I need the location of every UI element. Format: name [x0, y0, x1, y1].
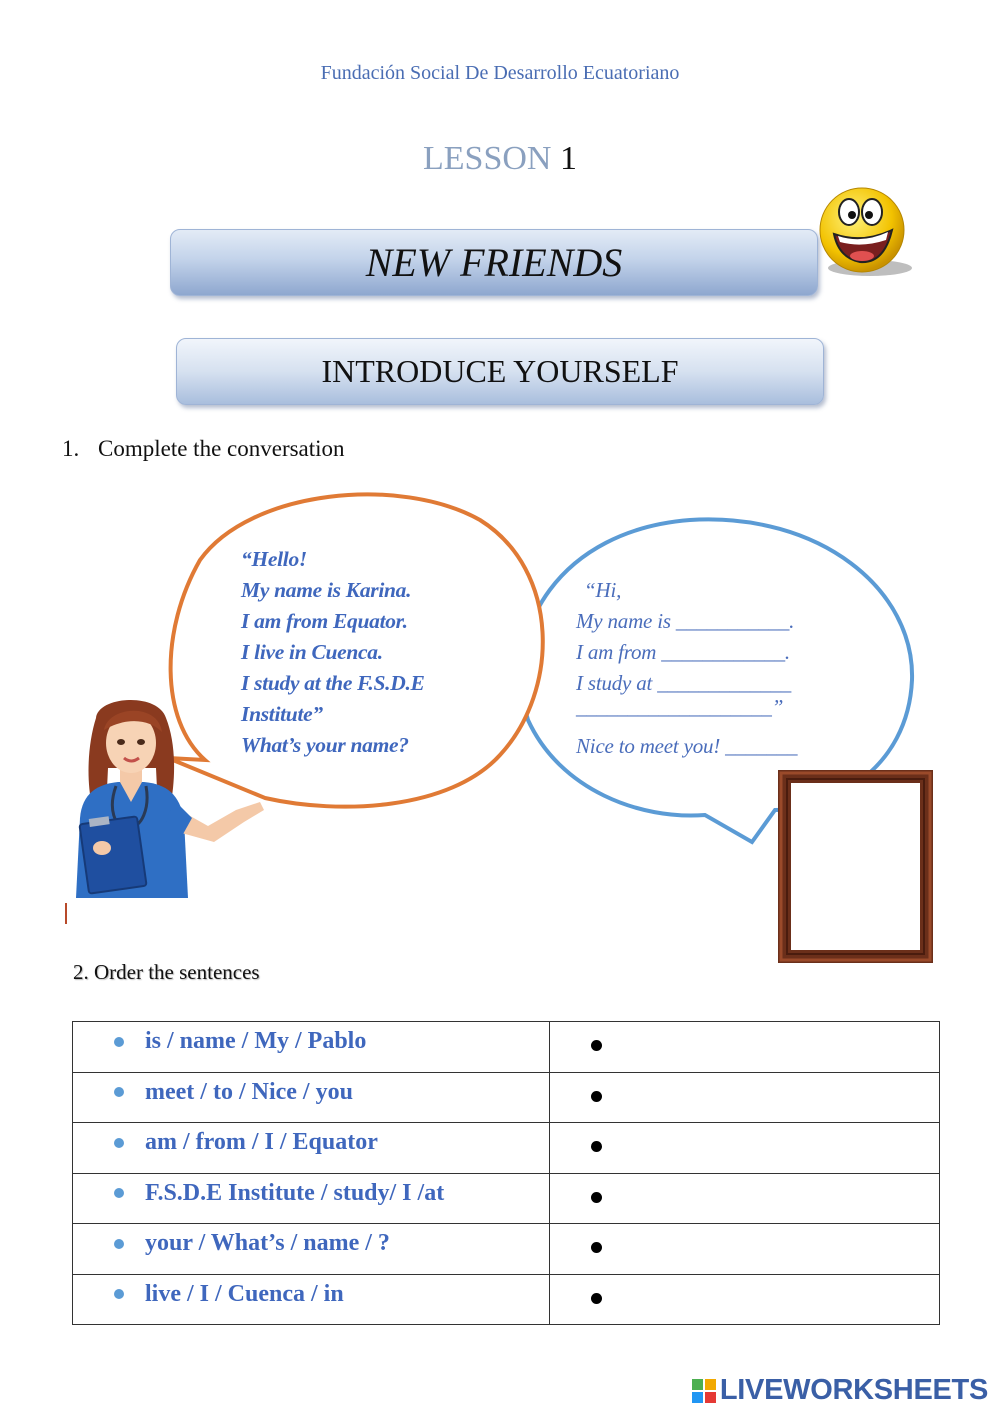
exercise1-text: Complete the conversation	[98, 436, 345, 461]
nurse-illustration	[58, 698, 268, 903]
bullet-icon	[113, 1137, 125, 1149]
table-row	[73, 1224, 940, 1275]
bullet-icon	[113, 1187, 125, 1199]
lesson-heading	[0, 140, 1000, 178]
scrambled-sentence: F.S.D.E Institute / study/ I /at	[145, 1179, 445, 1206]
scrambled-sentence: is / name / My / Pablo	[145, 1028, 367, 1054]
logo-text: LIVEWORKSHEETS	[719, 1374, 988, 1406]
table-row	[73, 1072, 940, 1123]
bullet-icon	[113, 1036, 125, 1048]
scrambled-cell	[73, 1173, 550, 1224]
right-bubble-text	[576, 575, 797, 762]
bullet-icon	[113, 1238, 125, 1250]
picture-frame[interactable]	[776, 768, 936, 966]
left-line: What’s your name?	[241, 733, 409, 757]
scrambled-sentence: your / What’s / name / ?	[145, 1230, 390, 1256]
subtitle-banner	[176, 338, 824, 405]
left-line: I am from Equator.	[241, 609, 408, 633]
right-line: “Hi,	[584, 578, 622, 602]
smiley-face-icon	[812, 186, 922, 281]
bullet-icon	[113, 1086, 125, 1098]
table-row	[73, 1123, 940, 1174]
left-line: Institute”	[241, 702, 323, 726]
exercise2-instruction: 2. Order the sentences	[73, 960, 260, 984]
scrambled-cell	[73, 1072, 550, 1123]
bullet-icon	[591, 1192, 602, 1203]
right-line: ___________________”	[576, 695, 784, 719]
bullet-icon	[591, 1040, 602, 1051]
left-line: “Hello!	[241, 547, 307, 571]
scrambled-cell	[73, 1274, 550, 1325]
answer-cell[interactable]	[550, 1274, 940, 1325]
title-text: NEW FRIENDS	[365, 240, 623, 285]
bullet-icon	[591, 1293, 602, 1304]
left-line: My name is Karina.	[241, 578, 412, 602]
answer-cell[interactable]	[550, 1173, 940, 1224]
exercise1-instruction	[62, 436, 345, 462]
left-line: I live in Cuenca.	[241, 640, 383, 664]
subtitle-text: INTRODUCE YOURSELF	[321, 353, 679, 389]
answer-cell[interactable]	[550, 1224, 940, 1275]
exercise1-number: 1.	[62, 436, 80, 461]
bullet-icon	[591, 1091, 602, 1102]
table-row	[73, 1173, 940, 1224]
scrambled-sentence: live / I / Cuenca / in	[145, 1280, 344, 1307]
order-table	[72, 1021, 940, 1325]
liveworksheets-logo[interactable]	[692, 1374, 988, 1407]
scrambled-sentence: meet / to / Nice / you	[145, 1078, 353, 1105]
answer-cell[interactable]	[550, 1022, 940, 1073]
scrambled-cell	[73, 1224, 550, 1275]
bullet-icon	[591, 1242, 602, 1253]
title-banner	[170, 229, 818, 296]
right-line: Nice to meet you! _______	[576, 734, 798, 758]
liveworksheets-logo-icon	[692, 1379, 716, 1403]
bullet-icon	[591, 1141, 602, 1152]
answer-cell[interactable]	[550, 1072, 940, 1123]
scrambled-sentence: am / from / I / Equator	[145, 1129, 378, 1155]
right-line: My name is ___________.	[576, 609, 795, 633]
bullet-icon	[113, 1288, 125, 1300]
right-line: I am from ____________.	[576, 640, 790, 664]
lesson-number: 1	[559, 140, 577, 177]
table-row	[73, 1022, 940, 1073]
answer-cell[interactable]	[550, 1123, 940, 1174]
scrambled-cell	[73, 1123, 550, 1174]
left-bubble-text	[241, 544, 425, 761]
left-line: I study at the F.S.D.E	[241, 671, 425, 695]
organization-name: Fundación Social De Desarrollo Ecuatoriano	[320, 62, 680, 84]
table-row	[73, 1274, 940, 1325]
text-cursor-mark	[65, 903, 67, 924]
scrambled-cell	[73, 1022, 550, 1073]
lesson-word: LESSON	[423, 140, 552, 177]
right-line: I study at _____________	[576, 671, 792, 695]
